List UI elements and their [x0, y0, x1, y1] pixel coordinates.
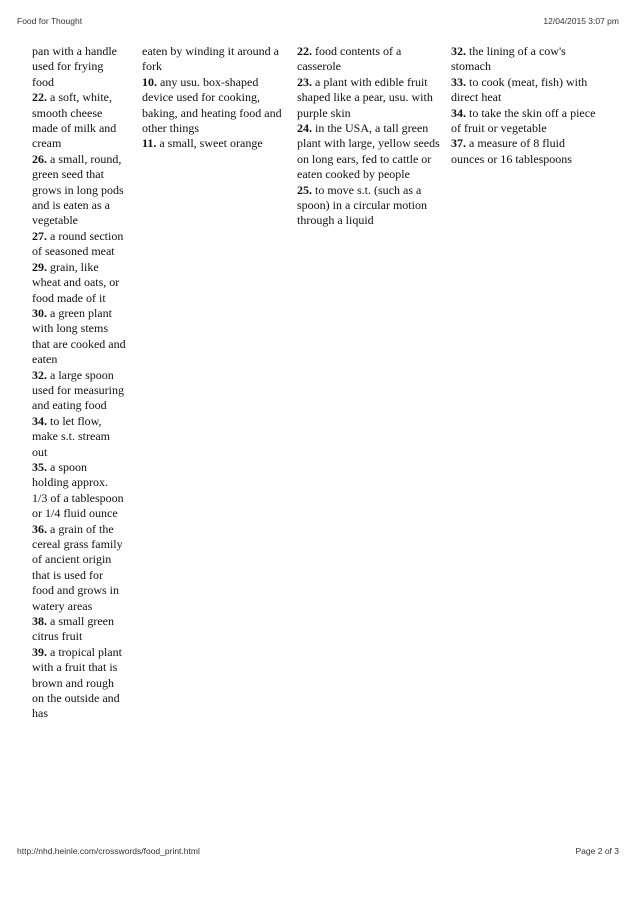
clue-item	[32, 645, 126, 722]
clue-number: 34.	[32, 413, 47, 428]
clue-item	[297, 183, 443, 229]
clue-text: a large spoon used for measuring and eating food	[32, 367, 124, 413]
clue-text: a green plant with long stems that are cooked and eaten	[32, 305, 126, 367]
clue-text: to cook (meat, fish) with direct heat	[451, 74, 588, 105]
page-number: Page 2 of 3	[575, 846, 619, 856]
clue-text: a tropical plant with a fruit that is brown and rough on the outside and has	[32, 644, 122, 721]
clue-item	[32, 522, 126, 614]
clue-item	[451, 75, 599, 106]
clue-item	[32, 614, 126, 645]
clue-number: 11.	[142, 136, 157, 151]
clue-number: 22.	[297, 44, 312, 58]
clue-number: 37.	[451, 136, 466, 151]
clue-number: 33.	[451, 74, 466, 89]
clue-text: a round section of seasoned meat	[32, 228, 124, 259]
clue-text: in the USA, a tall green plant with large, yellow seeds on long ears, fed to cattle or eaten cooked by people	[297, 121, 440, 182]
clue-item	[32, 229, 126, 260]
clue-number: 24.	[297, 121, 312, 136]
clue-item	[142, 136, 282, 151]
clue-column-1	[32, 44, 126, 722]
clue-number: 34.	[451, 105, 466, 120]
clue-text: a plant with edible fruit shaped like a pear, usu. with purple skin	[297, 74, 433, 120]
clue-text: to move s.t. (such as a spoon) in a circular motion through a liquid	[297, 182, 427, 228]
clue-item	[32, 414, 126, 460]
clue-item	[32, 90, 126, 152]
clue-item	[297, 44, 443, 75]
clue-text: the lining of a cow's stomach	[451, 44, 566, 74]
clue-number: 30.	[32, 305, 47, 320]
clue-number: 23.	[297, 74, 312, 89]
clue-number: 26.	[32, 151, 47, 166]
clue-number: 35.	[32, 459, 47, 474]
clue-text: a spoon holding approx. 1/3 of a tablespoon or 1/4 fluid ounce	[32, 459, 124, 521]
clue-item	[297, 75, 443, 121]
clue-number: 39.	[32, 644, 47, 659]
clue-number: 38.	[32, 614, 47, 629]
clue-text: eaten by winding it around a fork	[142, 44, 279, 74]
page-title: Food for Thought	[17, 16, 83, 26]
clue-item	[32, 460, 126, 522]
clue-text: a grain of the cereal grass family of ancient origin that is used for food and grows in watery areas	[32, 521, 123, 613]
clue-item	[32, 152, 126, 229]
clue-item	[32, 306, 126, 368]
clue-number: 32.	[451, 44, 466, 58]
clue-text: a measure of 8 fluid ounces or 16 tablespoons	[451, 136, 572, 166]
clue-text: grain, like wheat and oats, or food made of it	[32, 259, 120, 305]
page-url: http://nhd.heinle.com/crosswords/food_print.html	[17, 846, 200, 856]
clue-text: a small green citrus fruit	[32, 614, 114, 644]
clue-text: to let flow, make s.t. stream out	[32, 413, 110, 459]
clue-column-3	[297, 44, 443, 229]
clue-number: 22.	[32, 90, 47, 105]
clue-text: a soft, white, smooth cheese made of milk and cream	[32, 90, 117, 151]
clue-column-2	[142, 44, 282, 152]
clue-text: a small, sweet orange	[159, 136, 263, 151]
clue-text: to take the skin off a piece of fruit or vegetable	[451, 105, 596, 136]
clue-item	[32, 368, 126, 414]
clue-number: 27.	[32, 228, 47, 243]
clue-item	[451, 136, 599, 167]
clue-text: food contents of a casserole	[297, 44, 402, 74]
clue-text: a small, round, green seed that grows in long pods and is eaten as a vegetable	[32, 151, 124, 228]
clue-text: any usu. box-shaped device used for cooking, baking, and heating food and other things	[142, 74, 282, 136]
clue-item	[297, 121, 443, 183]
clue-number: 29.	[32, 259, 47, 274]
clue-number: 36.	[32, 521, 47, 536]
print-timestamp: 12/04/2015 3:07 pm	[543, 16, 619, 26]
clue-item	[451, 44, 599, 75]
clue-item	[451, 106, 599, 137]
clue-item	[32, 44, 126, 90]
clue-column-4	[451, 44, 599, 167]
clue-item	[142, 75, 282, 137]
clue-number: 10.	[142, 74, 157, 89]
clue-text: pan with a handle used for frying food	[32, 44, 117, 89]
clue-item	[142, 44, 282, 75]
clue-item	[32, 260, 126, 306]
clue-number: 25.	[297, 182, 312, 197]
clue-number: 32.	[32, 367, 47, 382]
